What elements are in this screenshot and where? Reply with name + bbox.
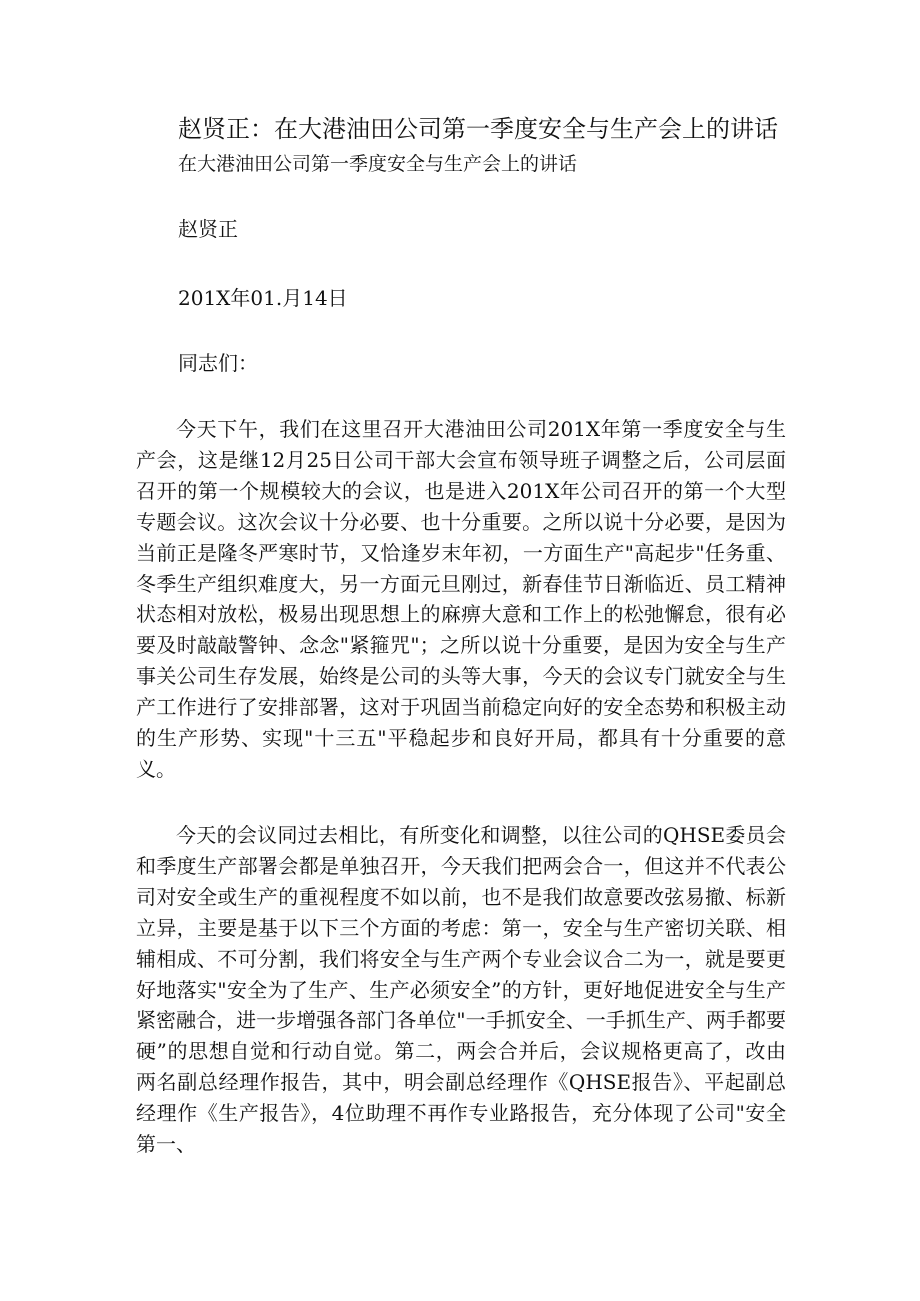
salutation: 同志们： <box>178 351 258 375</box>
body-paragraph: 今天下午，我们在这里召开大港油田公司201X年第一季度安全与生产会，这是继12月25日公司干部大会宣布领导班子调整之后，公司层面召开的第一个规模较大的会议，也是进入201X年公司召开的第一个大型专题会议。这次会议十分必要、也十分重要。之所以说十分必要，是因为当前正是隆冬严寒时节，又恰逢岁末年初，一方面生产"高起步"任务重、冬季生产组织难度大，另一方面元旦刚过，新春佳节日渐临近、员工精神状态相对放松，极易出现思想上的麻痹大意和工作上的松弛懈怠，很有必要及时敲敲警钟、念念"紧箍咒"；之所以说十分重要，是因为安全与生产事关公司生存发展，始终是公司的头等大事，今天的会议专门就安全与生产工作进行了安排部署，这对于巩固当前稳定向好的安全态势和积极主动的生产形势、实现"十三五"平稳起步和良好开局，都具有十分重要的意义。 <box>136 417 786 781</box>
speech-date: 201X年01.月14日 <box>178 286 348 310</box>
document-title: 赵贤正：在大港油田公司第一季度安全与生产会上的讲话 <box>178 115 778 143</box>
body-paragraph: 今天的会议同过去相比，有所变化和调整，以往公司的QHSE委员会和季度生产部署会都是单独召开，今天我们把两会合一，但这并不代表公司对安全或生产的重视程度不如以前，也不是我们故意要改弦易撤、标新立异，主要是基于以下三个方面的考虑：第一，安全与生产密切关联、相辅相成、不可分割，我们将安全与生产两个专业会议合二为一，就是要更好地落实"安全为了生产、生产必须安全”的方针，更好地促进安全与生产紧密融合，进一步增强各部门各单位"一手抓安全、一手抓生产、两手都要硬”的思想自觉和行动自觉。第二，两会合并后，会议规格更高了，改由两名副总经理作报告，其中，明会副总经理作《QHSE报告》、平起副总经理作《生产报告》，4位助理不再作专业路报告，充分体现了公司"安全第一、 <box>136 823 786 1157</box>
author-name: 赵贤正 <box>178 217 238 241</box>
document-subtitle: 在大港油田公司第一季度安全与生产会上的讲话 <box>178 153 578 175</box>
